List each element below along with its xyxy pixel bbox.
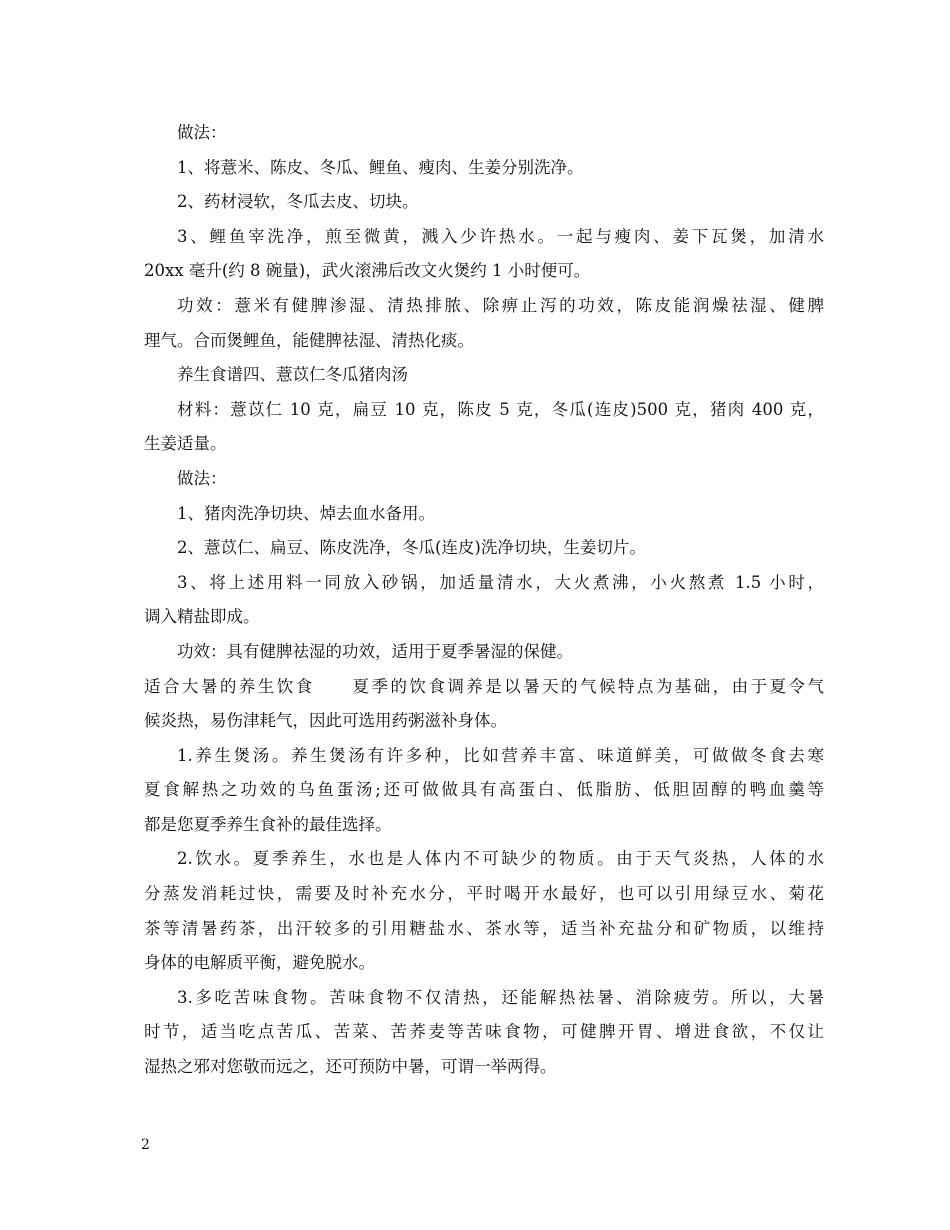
text-line: 身体的电解质平衡，避免脱水。	[144, 953, 375, 973]
text-line: 3.多吃苦味食物。苦味食物不仅清热，还能解热祛暑、消除疲劳。所以，大暑	[177, 987, 824, 1007]
text-line: 适合大暑的养生饮食 夏季的饮食调养是以暑天的气候特点为基础，由于夏令气	[144, 676, 824, 696]
text-line: 茶等清暑药茶，出汗较多的引用糖盐水、茶水等，适当补充盐分和矿物质，以维持	[144, 918, 824, 938]
text-line: 20xx 毫升(约 8 碗量)，武火滚沸后改文火煲约 1 小时便可。	[144, 261, 591, 281]
text-line: 功效：具有健脾祛湿的功效，适用于夏季暑湿的保健。	[177, 641, 573, 661]
text-line: 2、薏苡仁、扁豆、陈皮洗净，冬瓜(连皮)洗净切块，生姜切片。	[177, 538, 646, 558]
text-line: 时节，适当吃点苦瓜、苦菜、苦荞麦等苦味食物，可健脾开胃、增进食欲，不仅让	[144, 1022, 824, 1042]
text-line: 做法：	[177, 123, 227, 142]
text-line: 生姜适量。	[144, 434, 227, 454]
text-line: 候炎热，易伤津耗气，因此可选用药粥滋补身体。	[144, 711, 507, 731]
text-line: 做法：	[177, 468, 227, 488]
text-line: 都是您夏季养生食补的最佳选择。	[144, 814, 392, 834]
text-line: 1.养生煲汤。养生煲汤有许多种，比如营养丰富、味道鲜美，可做做冬食去寒	[177, 745, 824, 765]
text-line: 湿热之邪对您敬而远之，还可预防中暑，可谓一举两得。	[144, 1057, 557, 1077]
text-line: 调入精盐即成。	[144, 607, 260, 627]
text-line: 1、将薏米、陈皮、冬瓜、鲤鱼、瘦肉、生姜分别洗净。	[177, 157, 584, 177]
document-body	[144, 116, 824, 1085]
text-line: 材料：薏苡仁 10 克，扁豆 10 克，陈皮 5 克，冬瓜(连皮)500 克，猪肉 400 克，	[177, 399, 824, 419]
text-line: 3、鲤鱼宰洗净，煎至微黄，溅入少许热水。一起与瘦肉、姜下瓦煲，加清水	[177, 226, 824, 246]
text-line: 夏食解热之功效的乌鱼蛋汤;还可做做具有高蛋白、低脂肪、低胆固醇的鸭血羹等	[144, 780, 824, 800]
text-line: 3、将上述用料一同放入砂锅，加适量清水，大火煮沸，小火熬煮 1.5 小时，	[177, 572, 824, 592]
text-line: 理气。合而煲鲤鱼，能健脾祛湿、清热化痰。	[144, 330, 474, 350]
text-line: 功效：薏米有健脾渗湿、清热排脓、除痹止泻的功效，陈皮能润燥祛湿、健脾	[177, 295, 824, 315]
page-number: 2	[141, 1137, 150, 1153]
text-line: 2、药材浸软，冬瓜去皮、切块。	[177, 192, 419, 212]
text-line: 分蒸发消耗过快，需要及时补充水分，平时喝开水最好，也可以引用绿豆水、菊花	[144, 884, 824, 904]
text-line: 2.饮水。夏季养生，水也是人体内不可缺少的物质。由于天气炎热，人体的水	[177, 849, 824, 869]
text-line: 1、猪肉洗净切块、焯去血水备用。	[177, 503, 435, 523]
text-line: 养生食谱四、薏苡仁冬瓜猪肉汤	[177, 365, 408, 385]
